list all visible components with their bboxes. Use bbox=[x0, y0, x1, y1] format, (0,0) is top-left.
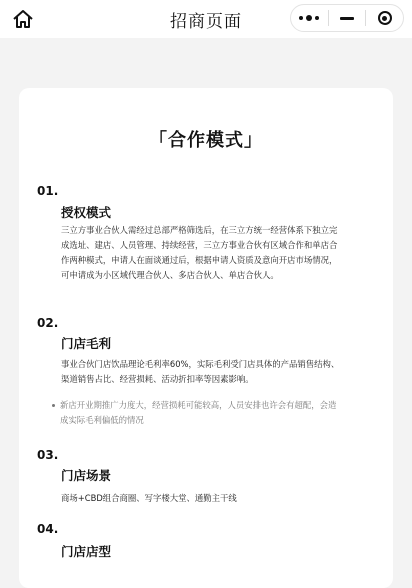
bullet-icon bbox=[52, 404, 55, 407]
section-heading: 门店场景 bbox=[61, 468, 112, 483]
section-body bbox=[61, 223, 381, 283]
more-button[interactable] bbox=[291, 5, 328, 31]
section-heading: 授权模式 bbox=[61, 205, 112, 220]
card-title: 「合作模式」 bbox=[149, 130, 263, 151]
section-number: 01. bbox=[37, 184, 59, 198]
close-button[interactable] bbox=[366, 5, 403, 31]
more-dots-icon bbox=[299, 15, 319, 21]
section-number: 04. bbox=[37, 522, 59, 536]
note-line: 成实际毛利偏低的情况 bbox=[60, 415, 144, 425]
section-heading: 门店毛利 bbox=[61, 336, 112, 351]
section-note bbox=[52, 398, 382, 428]
body-line: 商场+CBD组合商圈、写字楼大堂、通勤主干线 bbox=[61, 493, 237, 503]
body-line: 事业合伙门店饮品理论毛利率60%，实际毛利受门店具体的产品销售结构、 bbox=[61, 359, 340, 369]
capsule-menu bbox=[290, 4, 404, 32]
page-title: 招商页面 bbox=[170, 12, 242, 32]
body-line: 作两种模式，申请人在面谈通过后，根据申请人资质及意向开店市场情况， bbox=[61, 255, 338, 265]
body-line: 成选址、建店、人员管理、持续经营，三立方事业合伙有区域合作和单店合 bbox=[61, 240, 338, 250]
section-body bbox=[61, 357, 381, 387]
body-line: 三立方事业合伙人需经过总部严格筛选后，在三立方统一经营体系下独立完 bbox=[61, 225, 338, 235]
minimize-icon bbox=[340, 17, 354, 20]
note-line: 新店开业期推广力度大，经营损耗可能较高，人员安排也许会有超配，会造 bbox=[52, 398, 382, 413]
top-navigation-bar bbox=[0, 0, 412, 38]
content-card bbox=[19, 88, 393, 588]
section-body bbox=[61, 491, 381, 506]
section-number: 02. bbox=[37, 316, 59, 330]
body-line: 渠道销售占比、经营损耗、活动折扣率等因素影响。 bbox=[61, 374, 254, 384]
body-line: 可申请成为小区域代理合伙人、多店合伙人、单店合伙人。 bbox=[61, 270, 279, 280]
minimize-button[interactable] bbox=[329, 5, 366, 31]
section-heading: 门店店型 bbox=[61, 544, 112, 559]
section-number: 03. bbox=[37, 448, 59, 462]
close-target-icon bbox=[378, 11, 392, 25]
